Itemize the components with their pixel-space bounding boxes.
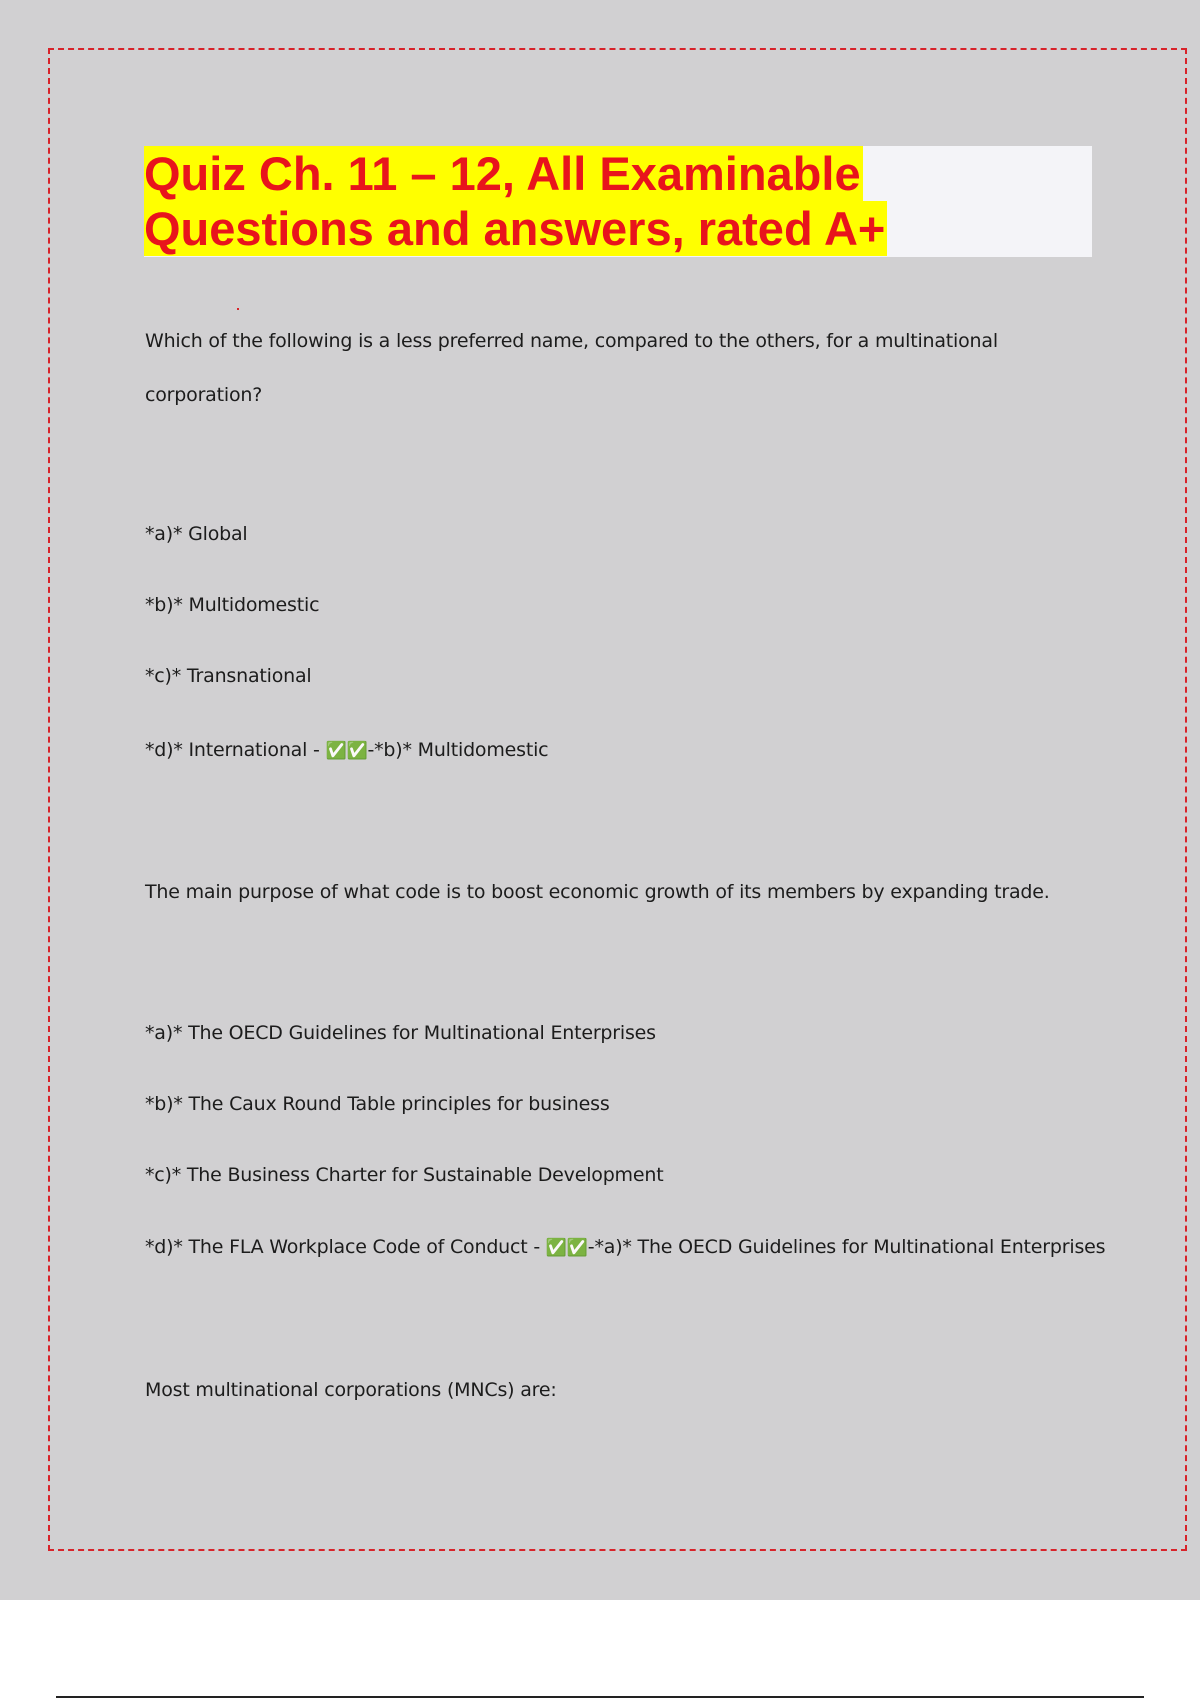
double-check-icon: ✅✅ [325,741,368,761]
title-line-2: Questions and answers, rated A+ [144,202,886,255]
question-1-text-line-2: corporation? [145,384,263,406]
question-2-option-d-with-answer [145,1235,1105,1260]
question-1-answer: -*b)* Multidomestic [367,739,549,761]
title-block [144,146,1092,257]
question-2-text: The main purpose of what code is to boost economic growth of its members by expanding trade. [145,881,1050,903]
question-3-text: Most multinational corporations (MNCs) are: [145,1379,557,1401]
question-1-option-d: *d)* International - [145,739,326,761]
question-2-option-b: *b)* The Caux Round Table principles for business [145,1093,610,1115]
question-2-option-a: *a)* The OECD Guidelines for Multinational Enterprises [145,1022,656,1044]
question-1-option-a: *a)* Global [145,523,248,545]
question-2-option-d: *d)* The FLA Workplace Code of Conduct - [145,1236,546,1258]
question-2-option-c: *c)* The Business Charter for Sustainable Development [145,1164,664,1186]
decorative-dot [237,308,239,310]
question-2-answer: -*a)* The OECD Guidelines for Multinational Enterprises [587,1236,1106,1258]
title-line-1: Quiz Ch. 11 – 12, All Examinable [144,147,861,200]
question-1-option-d-with-answer [145,738,548,763]
double-check-icon: ✅✅ [545,1238,588,1258]
footer-divider [56,1696,1144,1698]
page-border [48,48,1187,1551]
question-1-text-line-1: Which of the following is a less preferred name, compared to the others, for a multinational [145,330,998,352]
question-1-option-c: *c)* Transnational [145,665,312,687]
question-1-option-b: *b)* Multidomestic [145,594,320,616]
